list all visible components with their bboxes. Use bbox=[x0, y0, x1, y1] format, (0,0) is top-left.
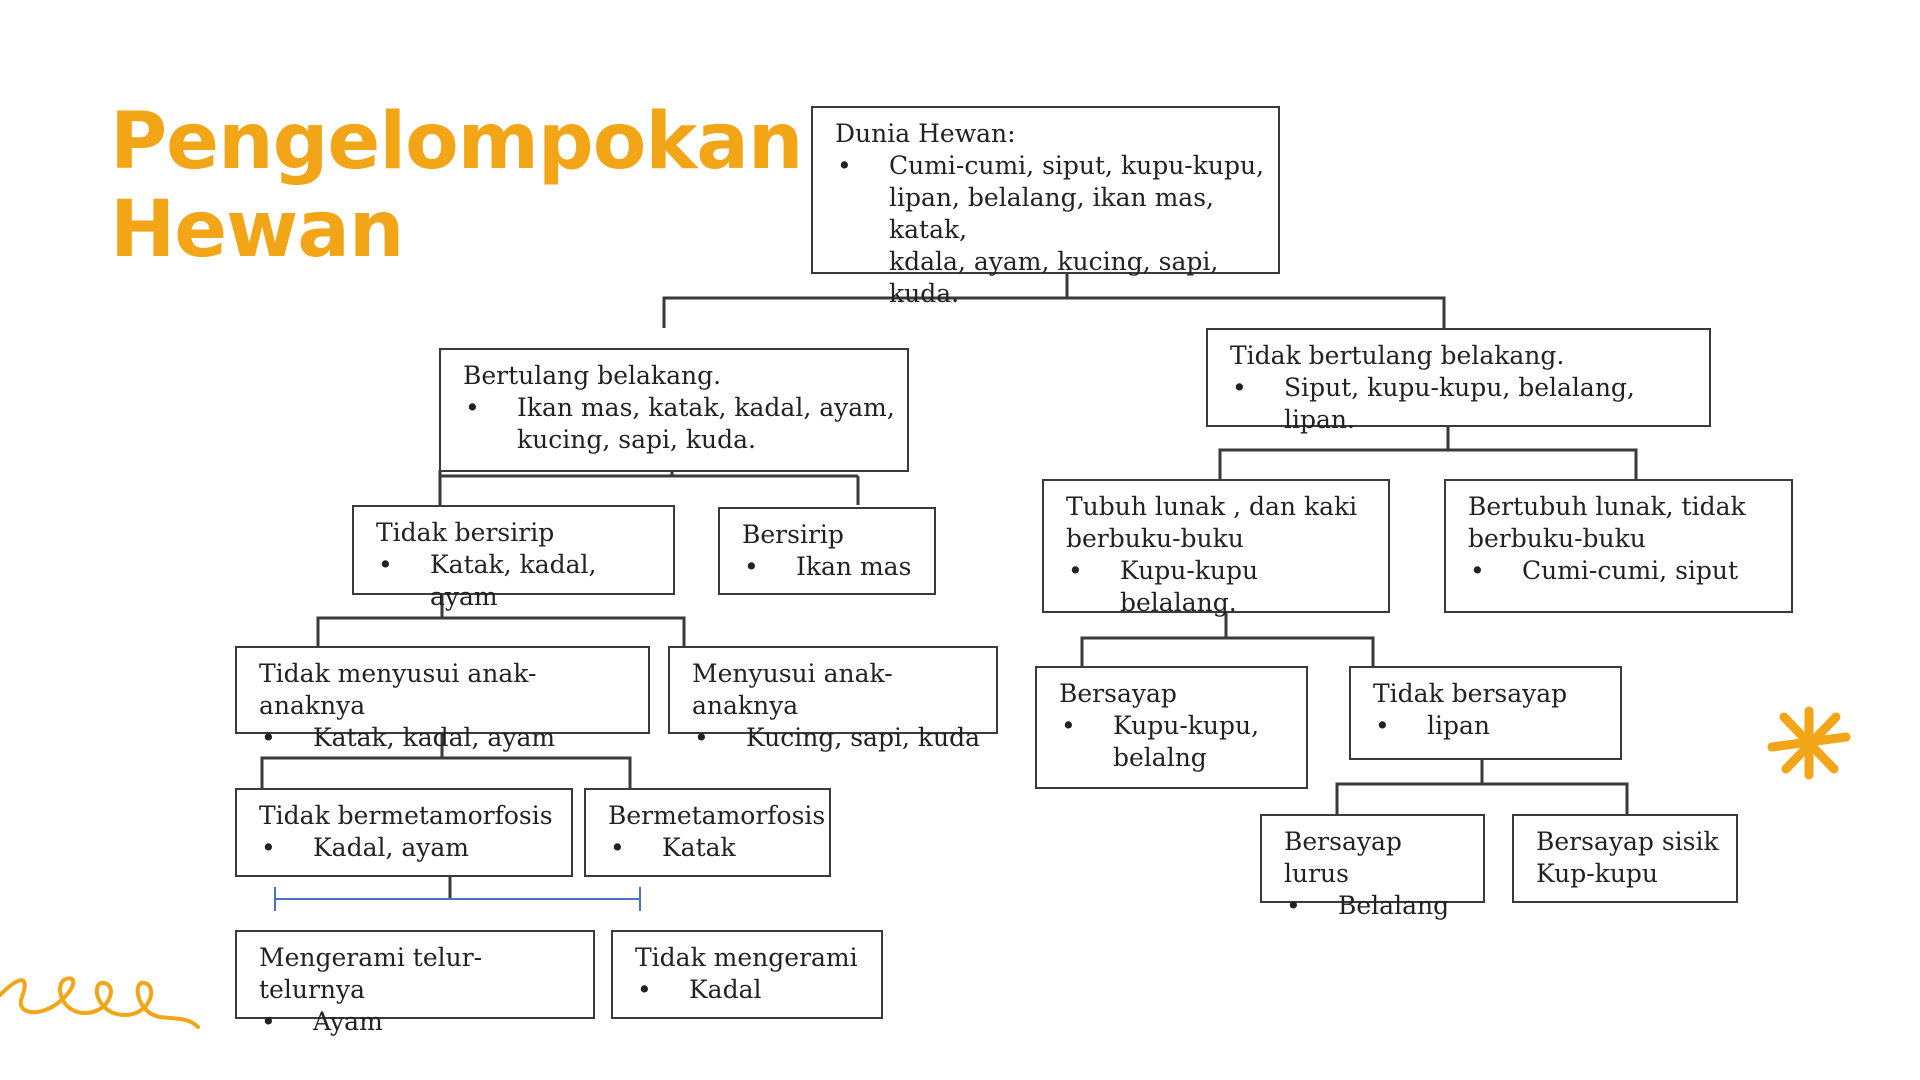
loop-doodle-icon bbox=[0, 955, 210, 1035]
node-item: • Kadal, ayam bbox=[259, 832, 559, 864]
node-not-nursing bbox=[235, 646, 650, 752]
selection-bracket bbox=[275, 887, 640, 911]
node-head: Bersirip bbox=[742, 520, 844, 549]
node-vertebrate bbox=[439, 348, 909, 472]
connector-invertebrate-bar bbox=[1220, 450, 1636, 479]
connector-wingless-bar bbox=[1337, 784, 1627, 814]
node-item: • Katak, kadal, ayam bbox=[376, 549, 661, 613]
node-winged bbox=[1035, 666, 1308, 789]
node-head: Bersayap lurus bbox=[1284, 827, 1402, 888]
node-metamorphosis bbox=[584, 788, 831, 877]
node-item: • lipan bbox=[1373, 710, 1608, 742]
asterisk-icon bbox=[1764, 703, 1854, 783]
node-invertebrate bbox=[1206, 328, 1711, 434]
node-head: Tidak bermetamorfosis bbox=[259, 801, 553, 830]
node-no-fins bbox=[352, 505, 675, 611]
title-line-1: Pengelompokan bbox=[110, 97, 803, 187]
node-item: • Cumi-cumi, siput bbox=[1468, 555, 1779, 587]
node-head: Tubuh lunak , dan kaki berbuku-buku bbox=[1066, 492, 1358, 553]
title-line-2: Hewan bbox=[110, 185, 404, 275]
node-item: • Ikan mas bbox=[742, 551, 922, 583]
node-incubate bbox=[235, 930, 595, 1036]
node-nursing bbox=[668, 646, 998, 752]
node-no-incubate bbox=[611, 930, 883, 1019]
node-head: Bersayap bbox=[1059, 679, 1177, 708]
node-item: • Siput, kupu-kupu, belalang, lipan. bbox=[1230, 372, 1697, 436]
node-head: Bermetamorfosis bbox=[608, 801, 826, 830]
connector-softseg-bar bbox=[1082, 638, 1373, 666]
node-soft-segmented bbox=[1042, 479, 1390, 617]
node-head: Mengerami telur-telurnya bbox=[259, 943, 483, 1004]
node-item: • Kadal bbox=[635, 974, 869, 1006]
node-head: Bersayap sisik bbox=[1536, 827, 1719, 856]
node-scaled-wings bbox=[1512, 814, 1738, 903]
node-head: Tidak menyusui anak-anaknya bbox=[259, 659, 537, 720]
node-item: • Katak bbox=[608, 832, 817, 864]
node-item: • Belalang bbox=[1284, 890, 1471, 922]
node-head: Menyusui anak-anaknya bbox=[692, 659, 893, 720]
node-item: • Kupu-kupu belalang. bbox=[1066, 555, 1376, 619]
node-head: Bertubuh lunak, tidak berbuku-buku bbox=[1468, 492, 1746, 553]
node-item: • Cumi-cumi, siput, kupu-kupu, lipan, belalang, ikan mas, katak, kdala, ayam, kucing, sapi, kuda. bbox=[835, 150, 1266, 310]
node-item: • Ayam bbox=[259, 1006, 581, 1038]
node-head: Bertulang belakang. bbox=[463, 361, 722, 390]
node-item: • Kupu-kupu, belalng bbox=[1059, 710, 1294, 774]
node-item: • Ikan mas, katak, kadal, ayam, kucing, sapi, kuda. bbox=[463, 392, 895, 456]
node-no-metamorphosis bbox=[235, 788, 573, 877]
node-soft-unsegmented bbox=[1444, 479, 1793, 613]
node-item: • Katak, kadal, ayam bbox=[259, 722, 636, 754]
node-fins bbox=[718, 507, 936, 595]
node-straight-wings bbox=[1260, 814, 1485, 920]
node-root bbox=[811, 106, 1280, 308]
node-head: Tidak mengerami bbox=[635, 943, 858, 972]
node-head: Tidak bersayap bbox=[1373, 679, 1568, 708]
node-head: Tidak bertulang belakang. bbox=[1230, 341, 1565, 370]
node-wingless bbox=[1349, 666, 1622, 760]
node-plain-text: Kup-kupu bbox=[1536, 859, 1659, 888]
node-head: Dunia Hewan: bbox=[835, 119, 1016, 148]
connector-notnursing-bar bbox=[262, 758, 630, 788]
node-item: • Kucing, sapi, kuda bbox=[692, 722, 984, 754]
node-head: Tidak bersirip bbox=[376, 518, 555, 547]
connector-nofins-bar bbox=[318, 618, 684, 646]
